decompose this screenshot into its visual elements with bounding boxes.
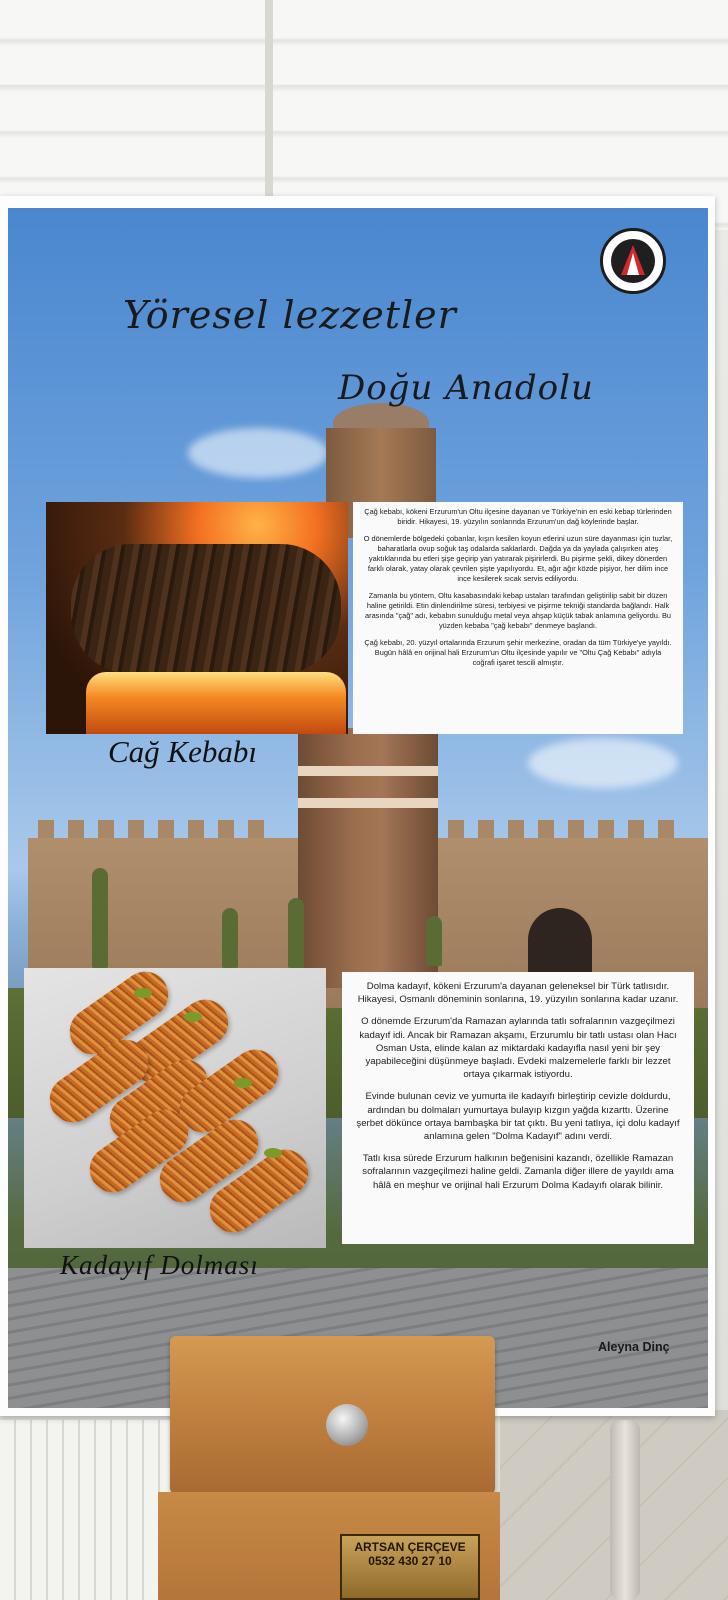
cag-kebabi-photo [46, 502, 348, 734]
author-name: Aleyna Dinç [598, 1340, 670, 1354]
cag-kebabi-text-box [353, 502, 683, 734]
minaret-band [298, 766, 438, 776]
cypress-tree [92, 868, 108, 968]
poster-artwork [8, 208, 708, 1408]
cag-kebabi-paragraph: Zamanla bu yöntem, Oltu kasabasındaki kebap ustaları tarafından geliştirilip sabit bir düzen haline getirildi. Etin dinlendirilme süresi, terbiyesi ve pişirme tekniği standarda bağlandı. Halk arasında "çağ" adı, kebabın sunulduğu metal veya ahşap küçük tabak anlamına geliyordu. Bu yüzden kebaba "çağ kebabı" denmeye başlandı. [365, 591, 671, 630]
cypress-tree [288, 898, 304, 968]
university-logo-icon [600, 228, 666, 294]
plate-line-2: 0532 430 27 10 [368, 1554, 452, 1568]
kadayif-dolmasi-photo [24, 968, 326, 1248]
cloud [188, 428, 328, 478]
window-frame [265, 0, 273, 210]
fire-embers [86, 672, 346, 734]
kadayif-dolmasi-caption: Kadayıf Dolması [60, 1250, 259, 1280]
poster-title: Yöresel lezzetler [123, 293, 457, 337]
cag-kebabi-paragraph: Çağ kebabı, kökeni Erzurum'un Oltu ilçesine dayanan ve Türkiye'nin en eski kebap türlerinden biridir. Hikayesi, 19. yüzyılın sonlarında Erzurum'un dağ köylerinde başlar. [364, 507, 672, 526]
easel-knob [326, 1404, 368, 1446]
kadayif-paragraph: Dolma kadayıf, kökeni Erzurum'a dayanan geleneksel bir Türk tatlısıdır. Hikayesi, Osmanlı döneminin sonlarına, 19. yüzyılın sonlarına kadar uzanır. [357, 981, 679, 1006]
cag-kebabi-paragraph: O dönemlerde bölgedeki çobanlar, kışın kesilen koyun etlerini uzun süre dayanması için tuzlar, baharatlarla ovup soğuk taş odalarda saklarlardı. Dağda ya da yaylada çalışırken ateş yaktıklarında bu etleri şişe geçirip yan yatırarak pişirirlerdi. Bu pişirme şekli, dikey dönerden farklı olarak, yatay olarak çevrilen şişte yapılıyordu. Et, ağır ağır közde pişiyor, her dilim ince ince kesilerek sıcak servis ediliyordu. [363, 534, 673, 583]
kadayif-paragraph: Evinde bulunan ceviz ve yumurta ile kadayıfı birleştirip cevizle doldurdu, ardından bu dolmaları yumurtaya bulayıp kızgın yağda kızarttı. Üzerine şerbet dökünce ortaya bambaşka bir tat çıktı. Bu yeni tatlıya, içi dolu kadayıf anlamına gelen "Dolma Kadayıf" adını verdi. [356, 1091, 680, 1143]
cypress-tree [222, 908, 238, 968]
kadayif-dolmasi-text-box [342, 972, 694, 1244]
cag-kebabi-caption: Cağ Kebabı [108, 734, 257, 769]
cag-kebabi-paragraph: Çağ kebabı, 20. yüzyıl ortalarında Erzurum şehir merkezine, oradan da tüm Türkiye'ye yayıldı. Bugün hâlâ en orijinal hali Erzurum'un Oltu ilçesinde yapılır ve "Oltu Çağ Kebabı" adıyla coğrafi işaret tescili almıştır. [364, 638, 672, 667]
cypress-tree [426, 916, 442, 966]
plate-line-1: ARTSAN ÇERÇEVE [354, 1540, 466, 1554]
kadayif-paragraph: Tatlı kısa sürede Erzurum halkının beğenisini kazandı, özellikle Ramazan sofralarının vazgeçilmezi haline geldi. Zamanla diğer illere de yayıldı ama hâlâ en meşhur ve orijinal hali Erzurum Dolma Kadayıfı olarak bilinir. [362, 1153, 674, 1191]
kadayif-paragraph: O dönemde Erzurum'da Ramazan aylarında tatlı sofralarının vazgeçilmezi kadayıf idi. Ancak bir Ramazan akşamı, Erzurumlu bir tatlı ustası olan Hacı Osman Usta, elinde kalan az miktardaki kadayıfla nasıl yeni bir şey yapabileceğini düşünmeye başladı. Evdeki malzemelerle farklı bir lezzet ortaya çıkarmak istiyordu. [359, 1016, 677, 1081]
plant-stem [610, 1420, 640, 1600]
poster [0, 196, 715, 1416]
cloud [528, 738, 678, 788]
frame-shop-plate [340, 1534, 480, 1600]
region-title: Doğu Anadolu [338, 368, 594, 408]
kebab-skewer [71, 544, 341, 674]
minaret-band [298, 798, 438, 808]
